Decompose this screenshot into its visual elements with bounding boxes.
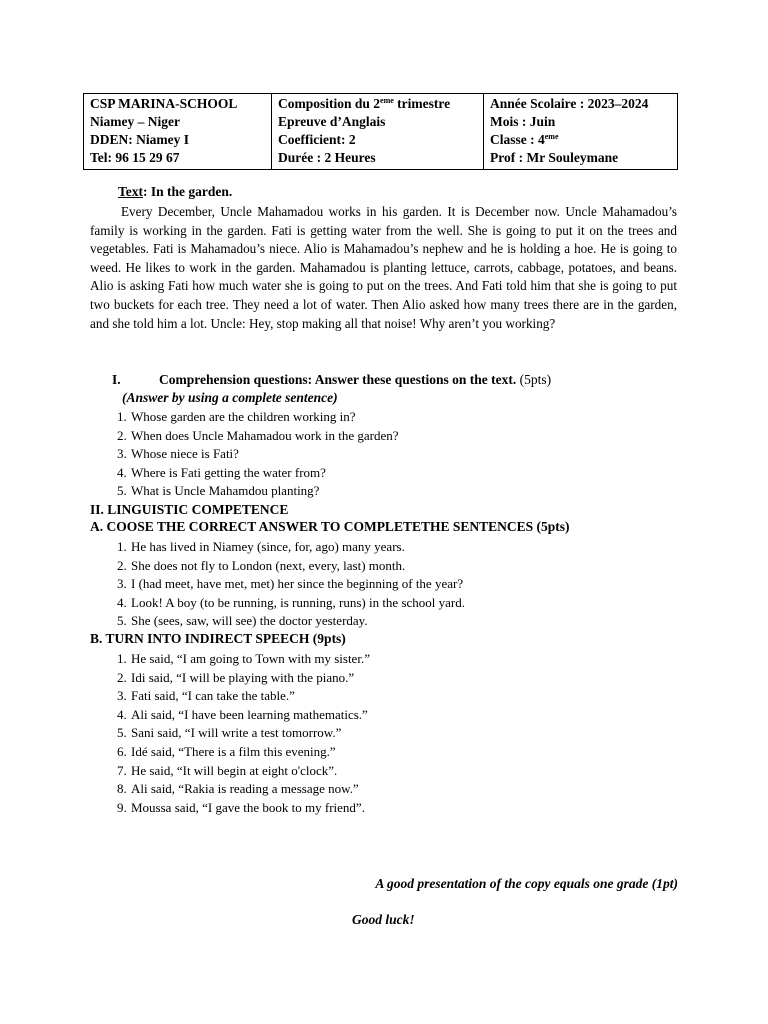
partA-heading: A. COOSE THE CORRECT ANSWER TO COMPLETETHE SENTENCES (5pts) — [90, 519, 570, 534]
exam-composition: Composition du 2eme trimestre — [278, 96, 451, 111]
section1-instruction: (Answer by using a complete sentence) — [122, 390, 338, 405]
list-item: 4. Where is Fati getting the water from? — [117, 464, 326, 480]
school-phone: Tel: 96 15 29 67 — [90, 150, 180, 165]
list-item: 3. I (had meet, have met, met) her since the beginning of the year? — [117, 576, 464, 592]
list-item: 4. Ali said, “I have been learning mathematics.” — [117, 706, 368, 722]
list-item: 5. What is Uncle Mahamdou planting? — [117, 483, 320, 499]
section1-heading: I. Comprehension questions: Answer these questions on the text. (5pts) — [112, 372, 552, 387]
presentation-note: A good presentation of the copy equals one grade (1pt) — [375, 876, 678, 891]
partB-heading: B. TURN INTO INDIRECT SPEECH (9pts) — [90, 631, 346, 646]
school-name: CSP MARINA-SCHOOL — [90, 96, 238, 111]
list-item: 5. Sani said, “I will write a test tomorrow.” — [117, 725, 342, 741]
exam-duration: Durée : 2 Heures — [278, 150, 376, 165]
exam-subject: Epreuve d’Anglais — [278, 114, 386, 129]
list-item: 1. Whose garden are the children working in? — [117, 409, 356, 424]
partA-items — [0, 538, 465, 631]
comprehension-questions — [0, 408, 399, 501]
reading-passage — [90, 203, 677, 333]
list-item: 7. He said, “It will begin at eight o'clock”. — [117, 762, 338, 778]
list-item: 1. He has lived in Niamey (since, for, ago) many years. — [117, 539, 405, 554]
list-item: 1. He said, “I am going to Town with my sister.” — [117, 651, 370, 666]
exam-class: Classe : 4eme — [490, 132, 559, 147]
exam-info-cell — [272, 94, 484, 170]
header-table — [83, 93, 678, 170]
list-item: 8. Ali said, “Rakia is reading a message now.” — [117, 781, 359, 797]
section2-heading: II. LINGUISTIC COMPETENCE — [90, 502, 289, 517]
exam-month: Mois : Juin — [490, 114, 556, 129]
list-item: 3. Fati said, “I can take the table.” — [117, 688, 295, 704]
list-item: 2. When does Uncle Mahamadou work in the garden? — [117, 427, 399, 443]
list-item: 2. She does not fly to London (next, every, last) month. — [117, 557, 406, 573]
good-luck-text: Good luck! — [352, 912, 415, 927]
passage-body: Every December, Uncle Mahamadou works in his garden. It is December now. Uncle Mahamadou’s family is working in the garden. Fati is getting water from the well. She is going to put it on the trees and vegetables. Fati is Mahamadou’s niece. Alio is Mahamadou’s nephew and he is holding a hoe. He is going to weed. He likes to work in the garden. Mahamadou is planting lettuce, carrots, cabbage, potatoes, and beans. Alio is asking Fati how much water she is going to put on the trees. And Fati told him that she is going to put two buckets for each tree. They need a lot of water. Then Alio asked how many trees there are in the garden, and she told him a lot. Uncle: Hey, stop making all that noise! Why aren’t you working? — [90, 204, 677, 331]
list-item: 5. She (sees, saw, will see) the doctor yesterday. — [117, 613, 368, 629]
partB-items — [0, 650, 370, 817]
school-info-cell — [84, 94, 272, 170]
school-dden: DDEN: Niamey I — [90, 132, 189, 147]
list-item: 6. Idé said, “There is a film this evening.” — [117, 743, 336, 759]
list-item: 9. Moussa said, “I gave the book to my friend”. — [117, 799, 365, 815]
exam-coefficient: Coefficient: 2 — [278, 132, 356, 147]
list-item: 3. Whose niece is Fati? — [117, 446, 239, 462]
list-item: 4. Look! A boy (to be running, is running, runs) in the school yard. — [117, 594, 465, 610]
list-item: 2. Idi said, “I will be playing with the piano.” — [117, 669, 355, 685]
school-year: Année Scolaire : 2023–2024 — [490, 96, 649, 111]
text-title: Text: In the garden. — [118, 184, 233, 199]
school-city: Niamey – Niger — [90, 114, 180, 129]
class-info-cell — [484, 94, 678, 170]
teacher-name: Prof : Mr Souleymane — [490, 150, 619, 165]
